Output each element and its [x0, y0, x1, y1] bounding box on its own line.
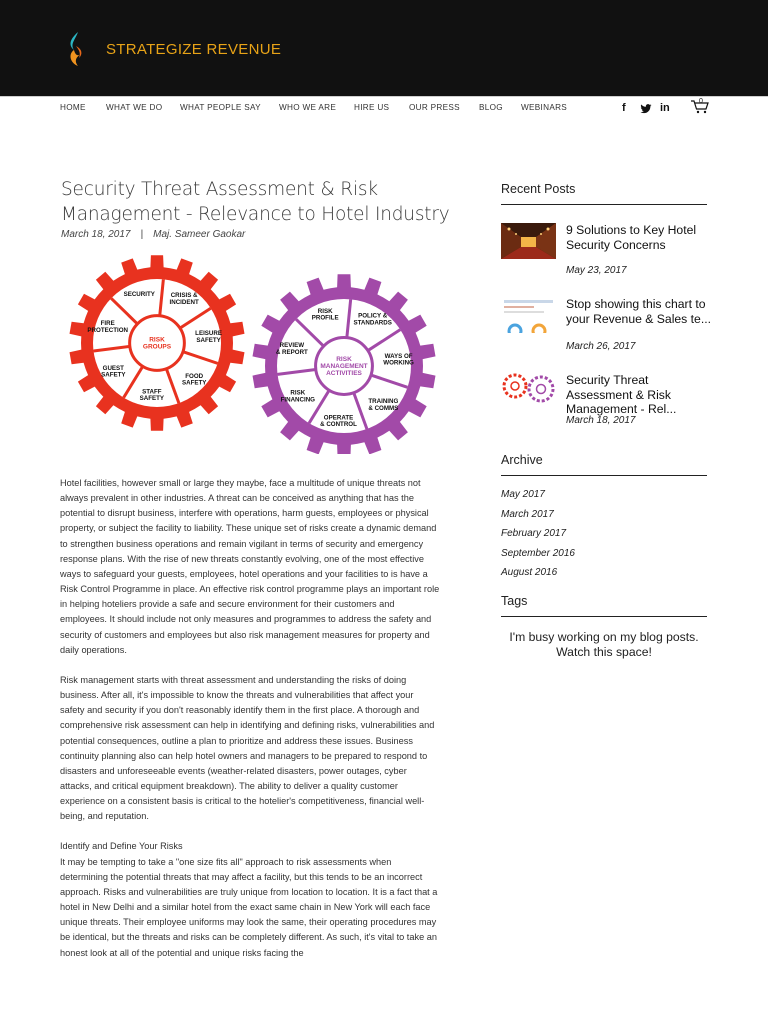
risk-groups-gear-label: CRISIS & INCIDENT	[169, 292, 199, 307]
post-body	[60, 476, 440, 976]
post-author[interactable]: Maj. Sameer Gaokar	[153, 229, 246, 240]
risk-groups-gear-label: FOOD SAFETY	[182, 372, 207, 387]
archive-item[interactable]: September 2016	[501, 548, 575, 559]
main-navigation	[0, 96, 768, 120]
recent-post-date: March 26, 2017	[566, 341, 636, 352]
divider	[501, 204, 707, 205]
facebook-icon[interactable]: f	[622, 102, 626, 114]
brand-name[interactable]: STRATEGIZE REVENUE	[106, 41, 282, 58]
recent-post-thumbnail[interactable]	[501, 370, 556, 406]
archive-heading: Archive	[501, 453, 543, 467]
linkedin-icon[interactable]: in	[660, 102, 670, 114]
risk-groups-gear-label: LEISURE SAFETY	[195, 330, 223, 344]
risk-management-gear-label: RISK FINANCING	[280, 389, 315, 404]
risk-management-gear-label: TRAINING & COMMS	[368, 397, 399, 412]
recent-post-title[interactable]: Security Threat Assessment & Risk Management - Rel...	[566, 373, 677, 416]
nav-item-home[interactable]: HOME	[60, 103, 86, 112]
recent-post-title[interactable]: 9 Solutions to Key Hotel Security Concerns	[566, 223, 697, 252]
risk-management-gear-center-label: RISK MANAGEMENT ACTIVITIES	[320, 355, 368, 378]
nav-item-webinars[interactable]: WEBINARS	[521, 103, 568, 112]
recent-post-thumbnail[interactable]	[501, 223, 556, 259]
post-paragraph: Risk management starts with threat assessment and understanding the risks of doing business. After all, it's impossible to know the threats and vulnerabilities that affect your safety and security if you don't reasonably identify them in the first place. A thorough and comprehensive risk assessment can help in identifying and defining risks, vulnerabilities and potential consequences, outline a plan to prioritize and address these issues. Business continuity planning also can help hotel owners and managers to be prepared to respond to disasters and unforeseeable events (weather-related disasters, power outages, cyber attacks, and critical equipment breakdown). The ability to deliver a quality customer experience on a consistent basis is critical to the hotelier's competitiveness, financial well-being, and reputation.	[60, 674, 435, 822]
recent-post-date: March 18, 2017	[566, 415, 636, 426]
meta-separator: |	[140, 229, 144, 240]
risk-gears-thumbnail	[501, 370, 556, 406]
post-paragraph: Hotel facilities, however small or large they maybe, face a multitude of unique threats not always prevalent in other industries. A threat can be conceived as anything that has the potential to disrupt business, interfere with operations, harm guests, employees or physical property, or subject the facility to liability. These unique set of risks create a dynamic demand to strengthen business operations and remain vigilant in terms of security and emergency response plans. With the rise of new threats constantly evolving, one of the most effective ways to safeguard your guests, employees, hotel operations and your facilities to is have a Risk Control Programme in place. An effective risk control programme plays an important role in helping hoteliers provide a safe and secure environment for their customers and employees. It should include not only measures and programmes to address the safety and security of customers and employees but also risk management measures for property and daily operations.	[60, 478, 440, 655]
risk-gears-image	[60, 254, 440, 454]
risk-groups-gear-label: SECURITY	[123, 291, 155, 299]
risk-groups-gear-label: STAFF SAFETY	[139, 388, 165, 403]
recent-posts-heading: Recent Posts	[501, 182, 576, 196]
nav-item-who-we-are[interactable]: WHO WE ARE	[279, 103, 337, 112]
risk-management-gear-label: OPERATE & CONTROL	[320, 414, 357, 429]
recent-post-thumbnail[interactable]	[501, 297, 556, 333]
post-meta	[61, 229, 245, 240]
risk-groups-gear-label: FIRE PROTECTION	[87, 320, 128, 334]
post-date: March 18, 2017	[61, 229, 131, 240]
risk-groups-gear-center-label: RISK GROUPS	[142, 336, 172, 351]
flame-logo-icon[interactable]	[64, 30, 90, 68]
nav-item-our-press[interactable]: OUR PRESS	[409, 103, 460, 112]
risk-groups-gear-label: GUEST SAFETY	[101, 364, 126, 379]
archive-item[interactable]: March 2017	[501, 509, 554, 520]
archive-item[interactable]: February 2017	[501, 528, 567, 539]
nav-item-what-people-say[interactable]: WHAT PEOPLE SAY	[180, 103, 261, 112]
revenue-chart-image	[501, 297, 556, 333]
risk-management-gear-label: RISK PROFILE	[311, 307, 339, 322]
post-paragraph: It may be tempting to take a "one size fits all" approach to risk assessments when determining the potential threats that may affect a facility, but this tends to be an incorrect approach. Risks and vulnerabilities are truly unique from location to location. It is a fact that a hotel in New Delhi and a similar hotel from the exact same chain in New York will each face unique threats. Their employee uniforms may look the same, their operating procedures may be identical, but the threats and risks can be completely different. As such, it's vital to take an honest look at all of the potential and unique risks facing the	[60, 856, 438, 958]
nav-item-blog[interactable]: BLOG	[479, 103, 503, 112]
site-header	[0, 0, 768, 96]
post-title: Security Threat Assessment & Risk Management - Relevance to Hotel Industry	[61, 179, 450, 225]
post-subheading: Identify and Define Your Risks	[60, 841, 183, 852]
risk-management-gear-label: REVIEW & REPORT	[275, 342, 308, 356]
risk-management-gear-label: WAYS OF WORKING	[383, 352, 414, 367]
recent-post-date: May 23, 2017	[566, 265, 627, 276]
hotel-corridor-image	[501, 223, 556, 259]
recent-post-title[interactable]: Stop showing this chart to your Revenue & Sales te...	[566, 297, 711, 326]
twitter-icon[interactable]	[640, 104, 652, 114]
divider	[501, 475, 707, 476]
divider	[501, 616, 707, 617]
nav-item-what-we-do[interactable]: WHAT WE DO	[106, 103, 163, 112]
tags-empty-message: I'm busy working on my blog posts. Watch this space!	[509, 630, 699, 659]
tags-heading: Tags	[501, 594, 528, 608]
archive-item[interactable]: May 2017	[501, 489, 545, 500]
risk-management-gear-label: POLICY & STANDARDS	[353, 312, 392, 327]
cart-count: 0	[699, 98, 703, 105]
archive-item[interactable]: August 2016	[501, 567, 558, 578]
nav-item-hire-us[interactable]: HIRE US	[354, 103, 390, 112]
